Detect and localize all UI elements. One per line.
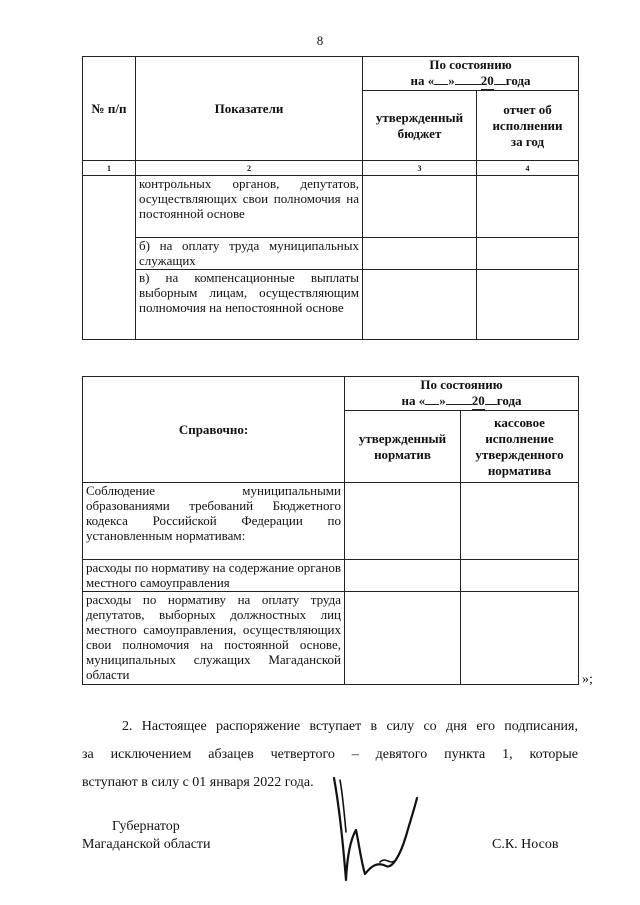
table-row	[83, 176, 579, 238]
state-header-year: 20	[471, 393, 485, 408]
report-cell	[477, 270, 579, 340]
col-number-1: 1	[83, 161, 136, 176]
table-row	[83, 560, 579, 592]
state-header-line2	[363, 73, 578, 90]
norm-cell	[345, 592, 461, 685]
col-indicators-header: Показатели	[136, 57, 363, 161]
state-date-header	[345, 377, 579, 411]
page-number: 8	[316, 33, 324, 48]
state-header-suffix: года	[496, 393, 522, 408]
exec-cell	[461, 592, 579, 685]
budget-cell	[363, 176, 477, 238]
signatory-title-line1: Губернатор	[112, 819, 180, 834]
col-number-header: № п/п	[83, 57, 136, 161]
report-cell	[477, 176, 579, 238]
col-number-4: 4	[477, 161, 579, 176]
table-row	[83, 238, 579, 270]
norm-cell	[345, 560, 461, 592]
indicator-cell: б) на оплату труда муниципальных служащих	[136, 238, 363, 270]
state-header-prefix: на «	[401, 393, 426, 408]
report-cell	[477, 238, 579, 270]
paragraph-2-line2: за исключением абзацев четвертого – девятого пункта 1, которые	[82, 747, 578, 762]
signatory-title-line2: Магаданской области	[82, 837, 211, 852]
closing-quote-mark: »;	[582, 672, 593, 687]
state-header-line1: По состоянию	[429, 57, 512, 72]
reference-text-cell: расходы по нормативу на оплату труда депутатов, выборных должностных лиц местного самоуправления, осуществляющих свои полномочия на постоянной основе, муниципальных служащих Магаданской области	[83, 592, 345, 685]
signatory-name: С.К. Носов	[492, 837, 559, 852]
budget-cell	[363, 270, 477, 340]
indicator-cell: контрольных органов, депутатов, осуществляющих свои полномочия на постоянной основе	[136, 176, 363, 238]
indicators-table	[82, 56, 579, 340]
table-row	[83, 483, 579, 560]
reference-text-cell: расходы по нормативу на содержание органов местного самоуправления	[83, 560, 345, 592]
state-header-line2	[345, 393, 578, 410]
state-header-mid: »	[439, 393, 446, 408]
col-norm-header: утвержденный норматив	[345, 411, 461, 483]
state-header-line1: По состоянию	[420, 377, 503, 392]
table-row	[83, 270, 579, 340]
state-date-header	[363, 57, 579, 91]
exec-cell	[461, 560, 579, 592]
indicator-cell: в) на компенсационные выплаты выборным лицам, осуществляющим полномочия на непостоянной основе	[136, 270, 363, 340]
col-budget-header: утвержденный бюджет	[363, 91, 477, 161]
col-exec-header: кассовое исполнение утвержденного норматива	[461, 411, 579, 483]
reference-table	[82, 376, 579, 685]
paragraph-2-line3: вступают в силу с 01 января 2022 года.	[82, 775, 314, 790]
col-report-header: отчет об исполнении за год	[477, 91, 579, 161]
state-header-suffix: года	[505, 73, 531, 88]
budget-cell	[363, 238, 477, 270]
exec-cell	[461, 483, 579, 560]
table-row	[83, 592, 579, 685]
col-number-2: 2	[136, 161, 363, 176]
paragraph-2-line1: 2. Настоящее распоряжение вступает в силу со дня его подписания,	[122, 719, 578, 734]
norm-cell	[345, 483, 461, 560]
handwritten-signature	[320, 770, 430, 890]
state-header-year: 20	[480, 73, 494, 88]
reference-text-cell: Соблюдение муниципальными образованиями требований Бюджетного кодекса Российской Федерации по установленным нормативам:	[83, 483, 345, 560]
col-number-3: 3	[363, 161, 477, 176]
reference-header: Справочно:	[83, 377, 345, 483]
state-header-mid: »	[448, 73, 455, 88]
row-number-cell	[83, 176, 136, 340]
state-header-prefix: на «	[410, 73, 435, 88]
